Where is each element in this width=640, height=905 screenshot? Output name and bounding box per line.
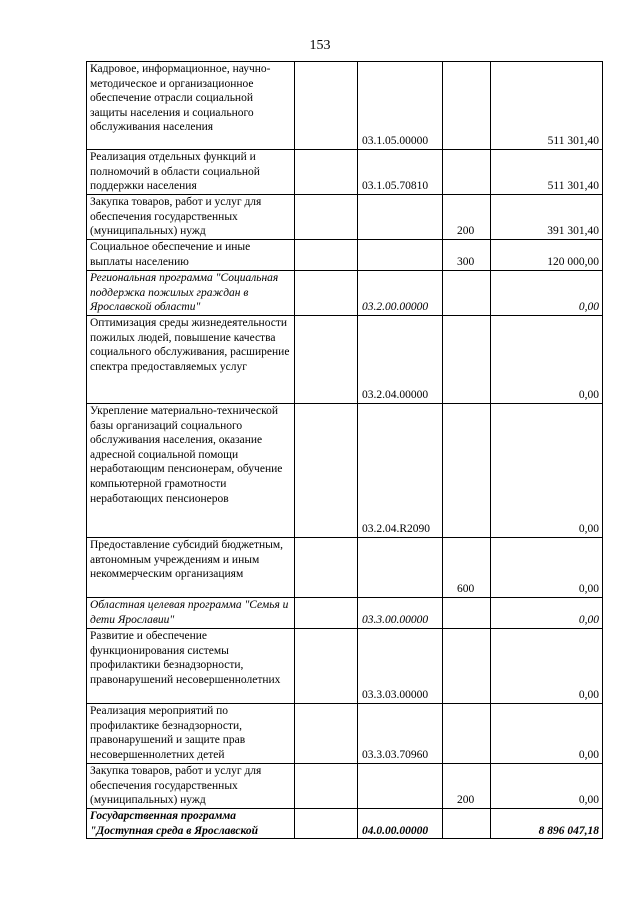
row-code xyxy=(358,764,443,809)
row-amount: 0,00 xyxy=(491,704,603,764)
row-amount: 391 301,40 xyxy=(491,195,603,240)
row-code: 03.3.03.70960 xyxy=(358,704,443,764)
table-row xyxy=(87,62,603,150)
row-amount: 0,00 xyxy=(491,271,603,316)
row-code: 03.2.00.00000 xyxy=(358,271,443,316)
row-name: Областная целевая программа "Семья и дети Ярославии" xyxy=(87,598,295,629)
row-type: 600 xyxy=(443,538,491,598)
row-code: 03.2.04.00000 xyxy=(358,316,443,404)
row-name: Региональная программа "Социальная поддержка пожилых граждан в Ярославской области" xyxy=(87,271,295,316)
row-name: Предоставление субсидий бюджетным, автономным учреждениям и иным некоммерческим организациям xyxy=(87,538,295,598)
row-code: 03.1.05.00000 xyxy=(358,62,443,150)
row-amount: 0,00 xyxy=(491,404,603,538)
row-amount: 0,00 xyxy=(491,629,603,704)
row-amount: 8 896 047,18 xyxy=(491,809,603,839)
empty-cell xyxy=(295,150,358,195)
row-code: 03.2.04.R2090 xyxy=(358,404,443,538)
row-name: Закупка товаров, работ и услуг для обеспечения государственных (муниципальных) нужд xyxy=(87,764,295,809)
row-type xyxy=(443,271,491,316)
table-row xyxy=(87,809,603,839)
row-name: Оптимизация среды жизнедеятельности пожилых людей, повышение качества социального обслуживания, расширение спектра предоставляемых услуг xyxy=(87,316,295,404)
empty-cell xyxy=(295,809,358,839)
row-name: Государственная программа "Доступная среда в Ярославской xyxy=(87,809,295,839)
table-row xyxy=(87,538,603,598)
row-type xyxy=(443,404,491,538)
row-name: Кадровое, информационное, научно-методическое и организационное обеспечение отрасли социальной защиты населения и социального обслуживания населения xyxy=(87,62,295,150)
row-name: Укрепление материально-технической базы организаций социального обслуживания населения, оказание адресной социальной помощи неработающим пенсионерам, обучение компьютерной грамотности неработающих пенсионеров xyxy=(87,404,295,538)
row-amount: 0,00 xyxy=(491,598,603,629)
empty-cell xyxy=(295,62,358,150)
row-amount: 0,00 xyxy=(491,538,603,598)
table-row xyxy=(87,764,603,809)
row-type xyxy=(443,62,491,150)
row-name: Социальное обеспечение и иные выплаты населению xyxy=(87,240,295,271)
row-code: 03.1.05.70810 xyxy=(358,150,443,195)
empty-cell xyxy=(295,195,358,240)
row-type xyxy=(443,809,491,839)
empty-cell xyxy=(295,598,358,629)
table-row xyxy=(87,629,603,704)
empty-cell xyxy=(295,271,358,316)
row-amount: 0,00 xyxy=(491,764,603,809)
table-row xyxy=(87,404,603,538)
row-code: 03.3.00.00000 xyxy=(358,598,443,629)
row-code: 03.3.03.00000 xyxy=(358,629,443,704)
table-row xyxy=(87,150,603,195)
row-code xyxy=(358,538,443,598)
empty-cell xyxy=(295,704,358,764)
row-type xyxy=(443,704,491,764)
empty-cell xyxy=(295,629,358,704)
table-row xyxy=(87,598,603,629)
row-type xyxy=(443,316,491,404)
row-type: 200 xyxy=(443,195,491,240)
empty-cell xyxy=(295,764,358,809)
row-code: 04.0.00.00000 xyxy=(358,809,443,839)
row-name: Закупка товаров, работ и услуг для обеспечения государственных (муниципальных) нужд xyxy=(87,195,295,240)
row-type: 200 xyxy=(443,764,491,809)
row-amount: 511 301,40 xyxy=(491,62,603,150)
table-row xyxy=(87,704,603,764)
table-row xyxy=(87,240,603,271)
empty-cell xyxy=(295,404,358,538)
row-amount: 120 000,00 xyxy=(491,240,603,271)
row-type xyxy=(443,150,491,195)
empty-cell xyxy=(295,240,358,271)
table-row xyxy=(87,316,603,404)
row-name: Реализация отдельных функций и полномочий в области социальной поддержки населения xyxy=(87,150,295,195)
row-amount: 0,00 xyxy=(491,316,603,404)
page-number: 153 xyxy=(309,38,331,53)
empty-cell xyxy=(295,538,358,598)
row-type: 300 xyxy=(443,240,491,271)
budget-table xyxy=(86,61,603,839)
row-type xyxy=(443,629,491,704)
row-code xyxy=(358,195,443,240)
table-row xyxy=(87,195,603,240)
row-name: Развитие и обеспечение функционирования системы профилактики безнадзорности, правонарушений несовершеннолетних xyxy=(87,629,295,704)
table-row xyxy=(87,271,603,316)
row-name: Реализация мероприятий по профилактике безнадзорности, правонарушений и защите прав несовершеннолетних детей xyxy=(87,704,295,764)
empty-cell xyxy=(295,316,358,404)
row-type xyxy=(443,598,491,629)
row-code xyxy=(358,240,443,271)
row-amount: 511 301,40 xyxy=(491,150,603,195)
